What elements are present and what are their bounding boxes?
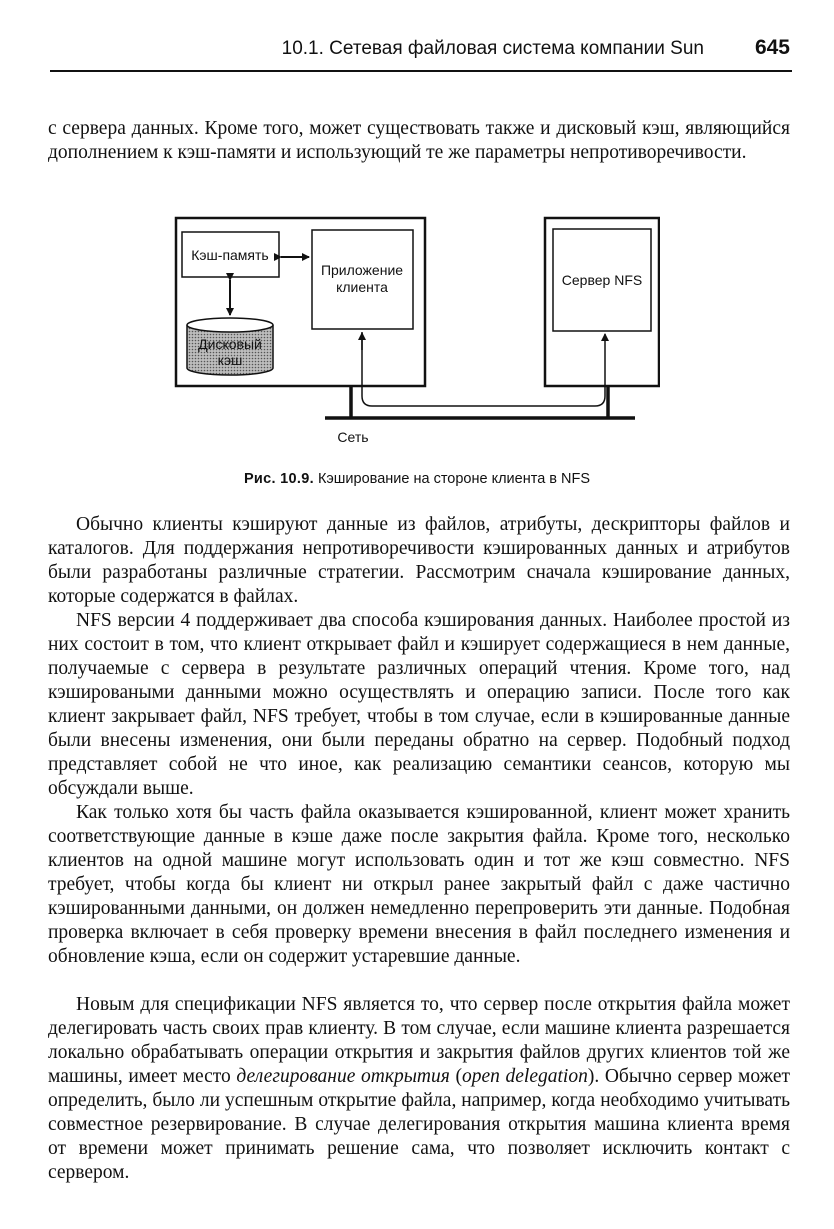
delegation-term-en: open delegation	[461, 1066, 588, 1087]
nfs-server-label: Сервер NFS	[561, 272, 643, 288]
figure-caption-label: Рис. 10.9.	[243, 471, 314, 487]
network-bus	[325, 386, 635, 418]
delegation-text-part2: (	[449, 1066, 462, 1087]
figure-caption	[0, 471, 834, 487]
delegation-term: делегирование открытия	[236, 1066, 450, 1087]
server-machine-box	[545, 218, 659, 386]
figure-caption-text: Кэширование на стороне клиента в NFS	[317, 471, 591, 487]
data-path-arrow	[362, 332, 605, 406]
paragraph-caching-intro: Обычно клиенты кэшируют данные из файлов, атрибуты, дескрипторы файлов и каталогов. Для поддержания непротиворечивости кэшированных данных и атрибутов были разработаны различные стратегии. Рассмотрим сначала кэширование данных, которые содержатся в файлах.	[48, 514, 790, 607]
delegation-text-part1: Новым для спецификации NFS является то, что сервер после открытия файла может делегировать часть своих прав клиенту. В том случае, если машине клиента разрешается локально обрабатывать операции открытия и закрытия файлов других клиентов той же машины, имеет место	[48, 994, 790, 1087]
delegation-text-part3: ). Обычно сервер может определить, было ли успешным открытие файла, например, когда необходимо учитывать совместное резервирование. В случае делегирования открытия машина клиента время от времени может принимать решение сама, что позволяет исключить контакт с сервером.	[48, 1066, 791, 1183]
paragraph-continuation: с сервера данных. Кроме того, может существовать также и дисковый кэш, являющийся дополнением к кэш-памяти и использующий те же параметры непротиворечивости.	[48, 118, 790, 163]
disk-cache-label-line2: кэш	[217, 352, 243, 368]
nfs-caching-diagram	[170, 210, 660, 455]
paragraph-open-delegation	[48, 993, 790, 1185]
page-number: 645	[754, 36, 790, 59]
client-app-label-line2: клиента	[336, 279, 388, 295]
paragraph-cache-retention: Как только хотя бы часть файла оказывается кэшированной, клиент может хранить соответствующие данные в кэше даже после закрытия файла. Кроме того, несколько клиентов на одной машине могут использовать один и тот же кэш совместно. NFS требует, чтобы когда бы клиент ни открыл ранее закрытый файл с даже частично кэшированными данными, он должен немедленно перепроверить эти данные. Подобная проверка включает в себя проверку времени внесения в файл последнего изменения и обновление кэша, если он содержит устаревшие данные.	[48, 802, 790, 967]
network-label: Сеть	[337, 429, 369, 445]
running-header	[50, 34, 792, 72]
client-app-label-line1: Приложение	[320, 262, 404, 278]
cache-memory-label: Кэш-память	[191, 247, 269, 263]
paragraph-nfs4-caching: NFS версии 4 поддерживает два способа кэширования данных. Наиболее простой из них состоит в том, что клиент открывает файл и кэширует содержащиеся в нем данные, получаемые с сервера в результате различных операций чтения. Кроме того, над кэшироваными данными можно осуществлять и операцию записи. После того как клиент закрывает файл, NFS требует, чтобы в том случае, если в кэшированные данные были внесены изменения, они были переданы обратно на сервер. Подобный подход представляет собой не что иное, как реализацию семантики сеансов, которую мы обсуждали выше.	[48, 610, 790, 799]
disk-cache-label-line1: Дисковый	[198, 336, 262, 352]
running-header-title: 10.1. Сетевая файловая система компании Sun	[281, 38, 704, 59]
